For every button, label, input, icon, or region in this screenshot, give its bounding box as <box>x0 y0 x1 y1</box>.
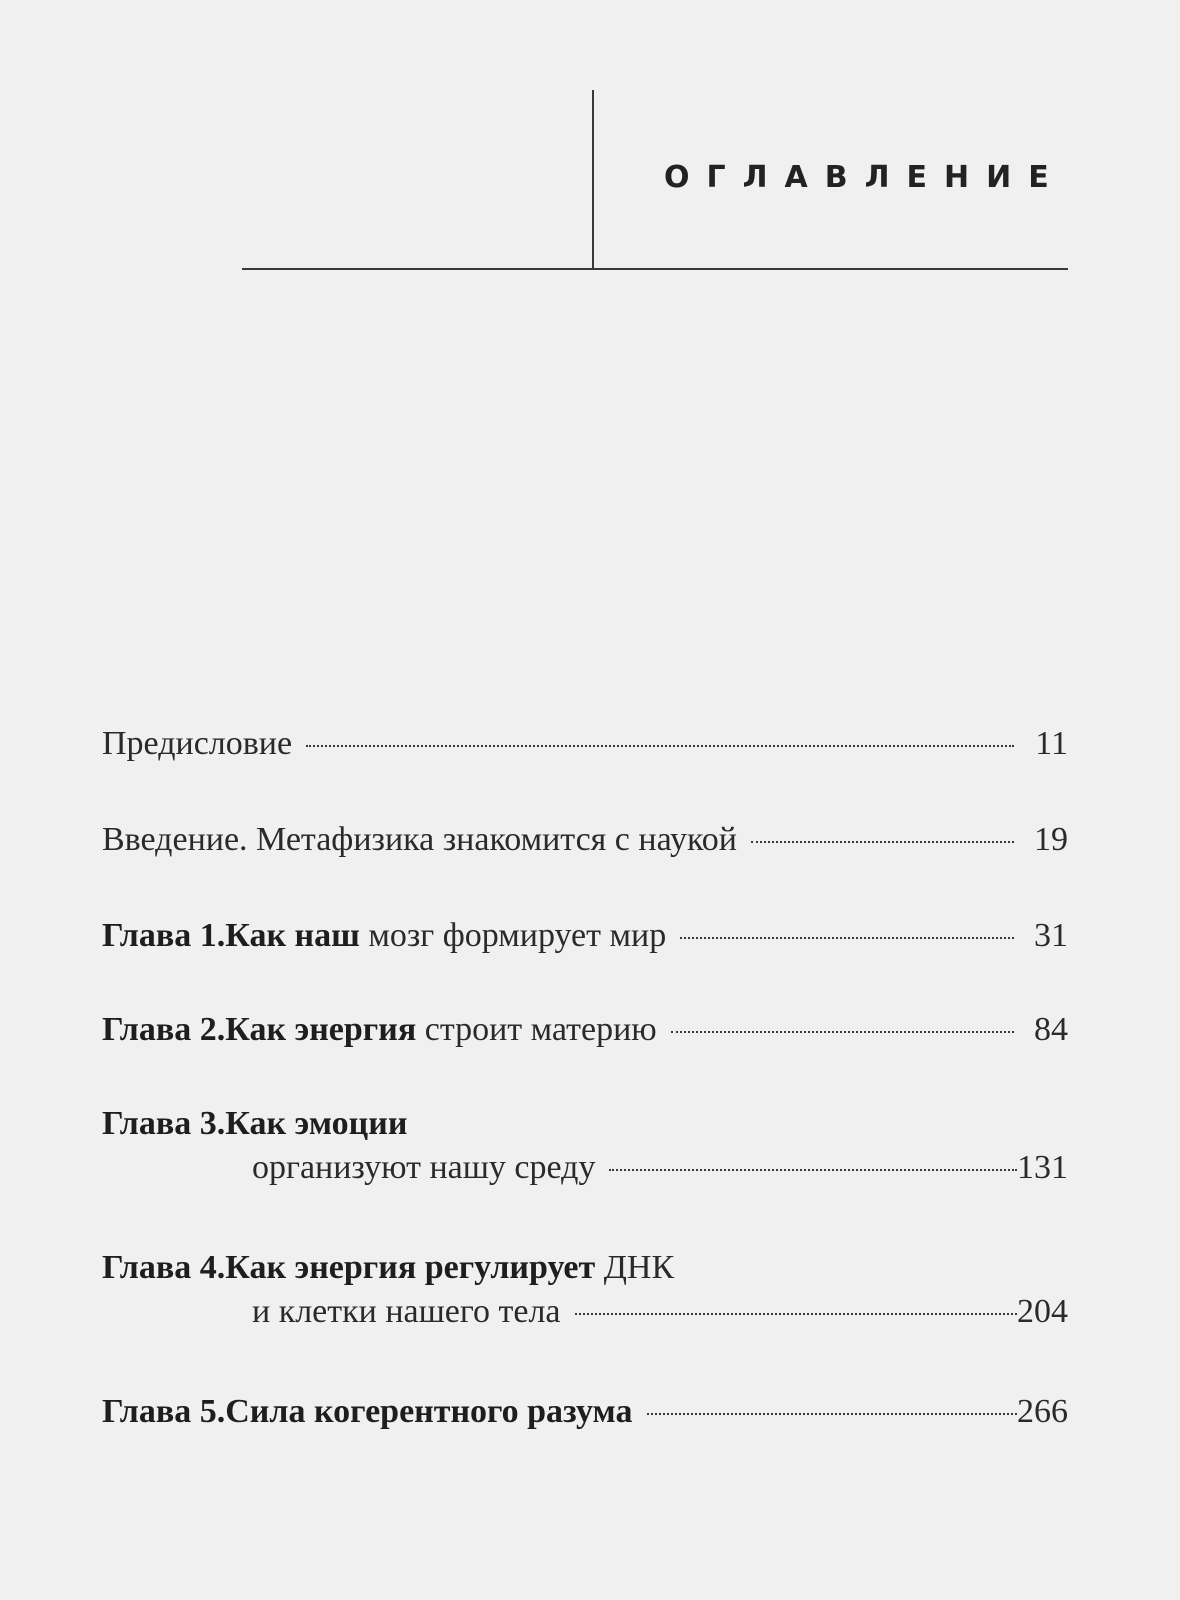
toc-entry-title: Глава 1.Как наш мозг формирует мир <box>102 917 667 954</box>
dot-leader <box>575 1313 1017 1315</box>
toc-entry-chapter-2[interactable] <box>102 1008 1068 1052</box>
toc-entry-chapter-4[interactable] <box>102 1246 1068 1334</box>
toc-entry-preface[interactable] <box>102 722 1068 766</box>
toc-page-number: 266 <box>1017 1393 1068 1430</box>
toc-page-number: 204 <box>1017 1293 1068 1330</box>
toc-entry-title: Глава 5.Сила когерентного разума <box>102 1393 633 1430</box>
toc-entry-chapter-1[interactable] <box>102 914 1068 958</box>
toc-entry-introduction[interactable] <box>102 818 1068 862</box>
dot-leader <box>751 841 1014 843</box>
toc-page-number: 131 <box>1017 1149 1068 1186</box>
toc-page-number: 31 <box>1034 917 1068 954</box>
toc-entry-chapter-3[interactable] <box>102 1102 1068 1190</box>
toc-entry-title: Глава 4.Как энергия регулирует ДНК <box>102 1249 675 1286</box>
toc-entry-title: Глава 2.Как энергия строит материю <box>102 1011 657 1048</box>
vertical-rule <box>592 90 594 270</box>
toc-page-number: 84 <box>1034 1011 1068 1048</box>
toc-entry-continuation: и клетки нашего тела <box>252 1293 561 1330</box>
dot-leader <box>306 745 1014 747</box>
toc-entry-title: Предисловие <box>102 725 293 762</box>
page-title: ОГЛАВЛЕНИЕ <box>664 160 1066 195</box>
toc-entry-title: Глава 3.Как эмоции <box>102 1105 408 1142</box>
toc-entry-chapter-5[interactable] <box>102 1390 1068 1434</box>
toc-page-number: 11 <box>1035 725 1068 762</box>
dot-leader <box>609 1169 1017 1171</box>
dot-leader <box>647 1413 1018 1415</box>
toc-entry-continuation: организуют нашу среду <box>252 1149 596 1186</box>
dot-leader <box>680 937 1014 939</box>
dot-leader <box>671 1031 1014 1033</box>
toc-page-number: 19 <box>1034 821 1068 858</box>
horizontal-rule <box>242 268 1068 270</box>
toc-entry-title: Введение. Метафизика знакомится с наукой <box>102 821 737 858</box>
